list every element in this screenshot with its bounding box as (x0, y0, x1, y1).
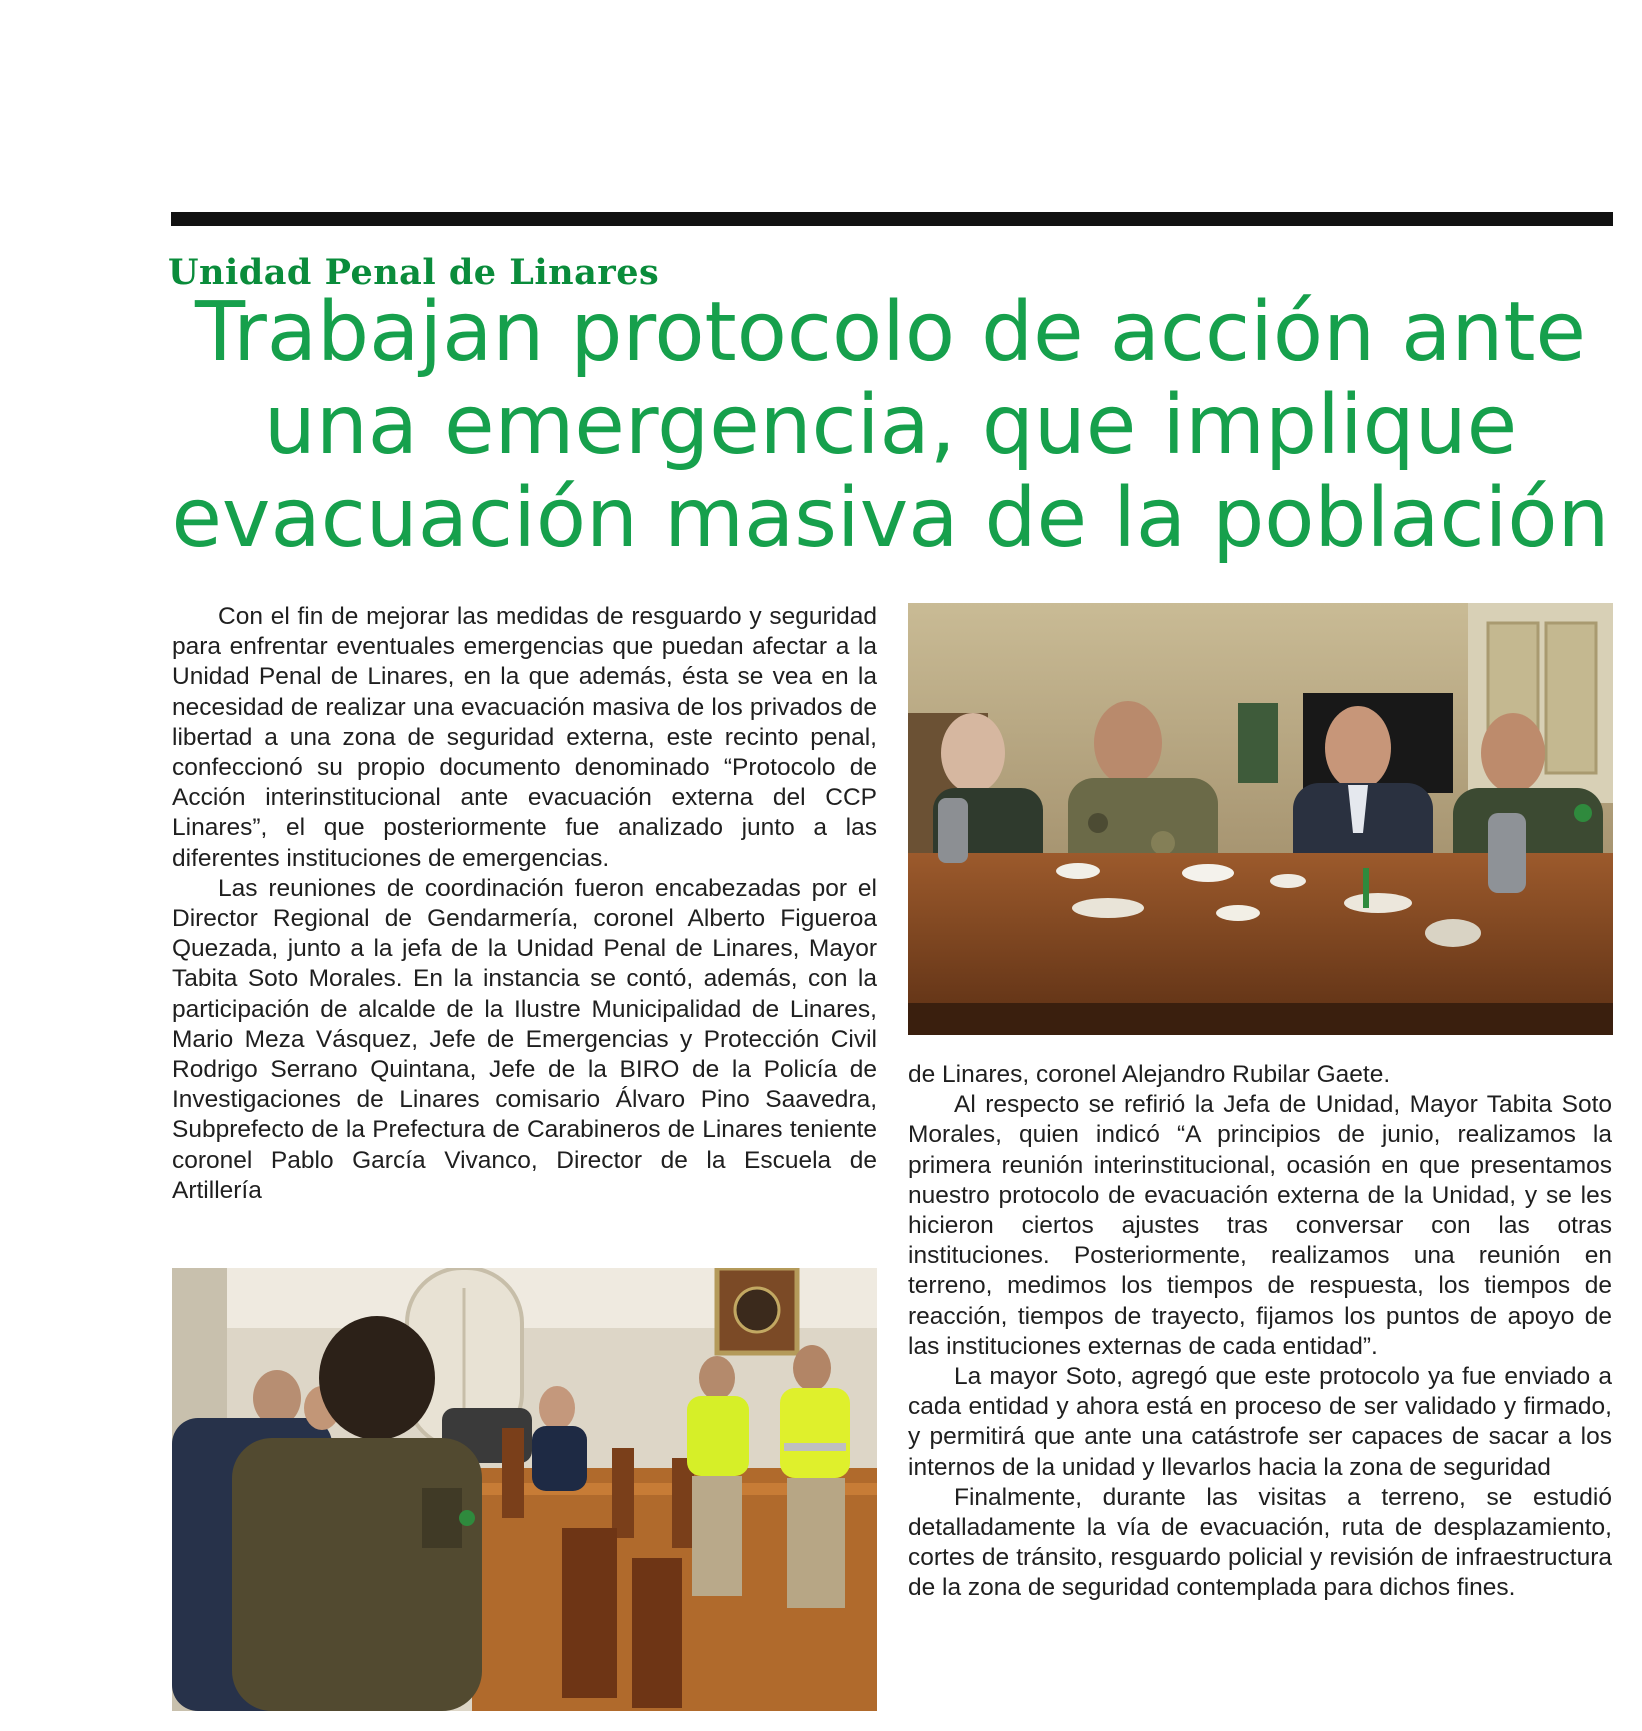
meeting-table-photo (908, 603, 1613, 1035)
paragraph: Con el fin de mejorar las medidas de resguardo y seguridad para enfrentar eventuales emergencias que puedan afectar a la Unidad Penal de Linares, en la que además, ésta se vea en la necesidad de realizar una evacuación masiva de los privados de libertad a una zona de seguridad externa, este recinto penal, confeccionó su propio documento denominado “Protocolo de Acción interinstitucional ante evacuación externa del CCP Linares”, el que posteriormente fue analizado junto a las diferentes instituciones de emergencias. (172, 603, 877, 872)
headline (168, 286, 1613, 565)
paragraph: Al respecto se refirió la Jefa de Unidad, Mayor Tabita Soto Morales, quien indicó “A principios de junio, realizamos la primera reunión interinstitucional, ocasión en que presentamos nuestro protocolo de evacuación externa de la Unidad, y se les hicieron ciertos ajustes tras conversar con las otras instituciones. Posteriormente, realizamos una reunión en terreno, medimos los tiempos de respuesta, los tiempos de reacción, tiempos de trayecto, fijamos los puntos de apoyo de las instituciones externas de cada entidad”. (908, 1091, 1612, 1360)
headline-line: una emergencia, que implique (263, 378, 1518, 473)
paragraph: Finalmente, durante las visitas a terreno, se estudió detalladamente la vía de evacuación, ruta de desplazamiento, cortes de tránsito, resguardo policial y revisión de infraestructura de la zona de seguridad contemplada para dichos fines. (908, 1483, 1612, 1602)
paragraph-continuation: de Linares, coronel Alejandro Rubilar Gaete. (908, 1061, 1391, 1088)
article-body-left-column (172, 602, 877, 1206)
section-kicker: Unidad Penal de Linares (168, 252, 660, 293)
headline-line: Trabajan protocolo de acción ante (195, 285, 1586, 380)
paragraph: Las reuniones de coordinación fueron encabezadas por el Director Regional de Gendarmería, coronel Alberto Figueroa Quezada, junto a la jefa de la Unidad Penal de Linares, Mayor Tabita Soto Morales. En la instancia se contó, además, con la participación de alcalde de la Ilustre Municipalidad de Linares, Mario Meza Vásquez, Jefe de Emergencias y Protección Civil Rodrigo Serrano Quintana, Jefe de la BIRO de la Policía de Investigaciones de Linares comisario Álvaro Pino Saavedra, Subprefecto de la Prefectura de Carabineros de Linares teniente coronel Pablo García Vivanco, Director de la Escuela de Artillería (172, 874, 877, 1204)
meeting-room-photo (172, 1268, 877, 1711)
top-rule (171, 212, 1613, 226)
article-body-right-column (908, 1060, 1612, 1604)
headline-line: evacuación masiva de la población (171, 471, 1610, 566)
paragraph: La mayor Soto, agregó que este protocolo ya fue enviado a cada entidad y ahora está en proceso de ser validado y firmado, y permitirá que ante una catástrofe ser capaces de sacar a los internos de la unidad y llevarlos hacia la zona de seguridad (908, 1363, 1612, 1481)
